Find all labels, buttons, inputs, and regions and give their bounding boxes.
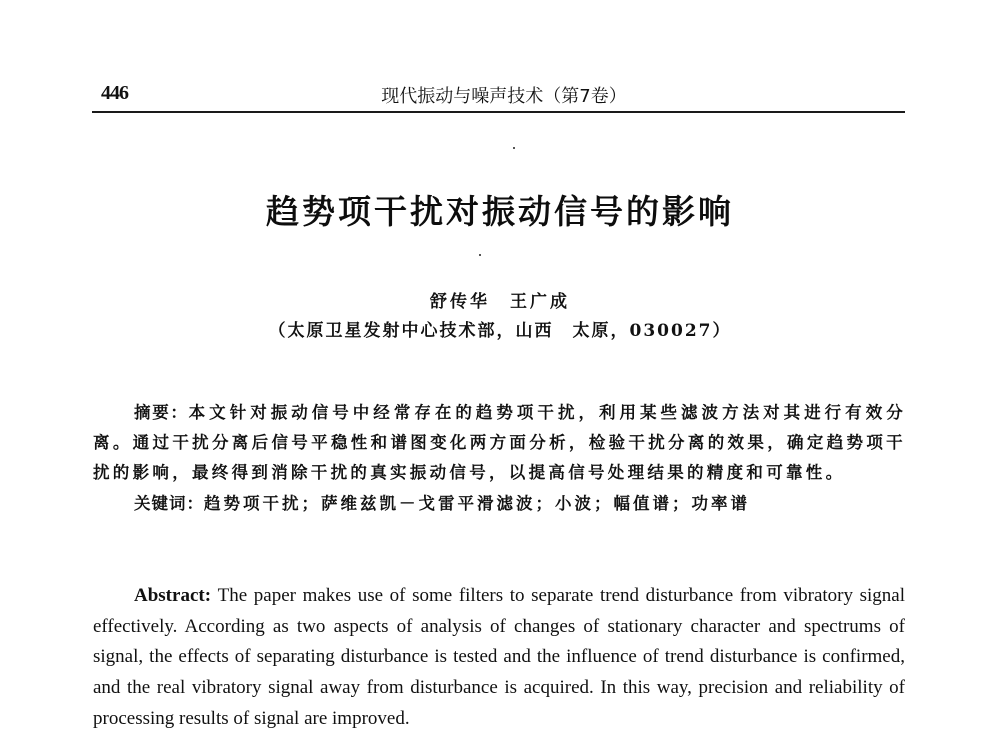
journal-name: 现代振动与噪声技术（第7卷）	[381, 86, 627, 107]
scan-speck	[479, 254, 481, 256]
article-title: 趋势项干扰对振动信号的影响	[266, 192, 734, 231]
english-abstract-separator: :	[204, 585, 218, 606]
page-number: 446	[101, 82, 128, 104]
chinese-keywords-label: 关键词：	[134, 494, 204, 513]
english-abstract-label: Abstract	[134, 585, 205, 606]
chinese-abstract-text: 本文针对振动信号中经常存在的趋势项干扰，利用某些滤波方法对其进行有效分离。通过干扰分离后信号平稳性和谱图变化两方面分析，检验干扰分离的效果，确定趋势项干扰的影响，最终得到消除干扰的真实振动信号，以提高信号处理结果的精度和可靠性。	[93, 403, 907, 482]
chinese-abstract-label: 摘要：	[134, 403, 189, 422]
header-rule	[92, 111, 905, 113]
chinese-abstract	[93, 398, 906, 488]
chinese-keywords	[134, 489, 906, 519]
authors: 舒传华 王广成	[430, 292, 570, 312]
affiliation: （太原卫星发射中心技术部，山西 太原，030027）	[268, 321, 732, 341]
english-abstract	[93, 581, 905, 735]
chinese-keywords-text: 趋势项干扰；萨维兹凯－戈雷平滑滤波；小波；幅值谱；功率谱	[204, 494, 750, 513]
running-header	[93, 80, 905, 108]
english-abstract-text: The paper makes use of some filters to separate trend disturbance from vibratory signal effectively. According as two aspects of analysis of changes of stationary character and spectrums of signal, the effects of separating disturbance is tested and the influence of trend disturbance is confirmed, and the real vibratory signal away from disturbance is acquired. In this way, precision and reliability of processing results of signal are improved.	[93, 585, 905, 729]
scan-speck	[513, 147, 515, 149]
